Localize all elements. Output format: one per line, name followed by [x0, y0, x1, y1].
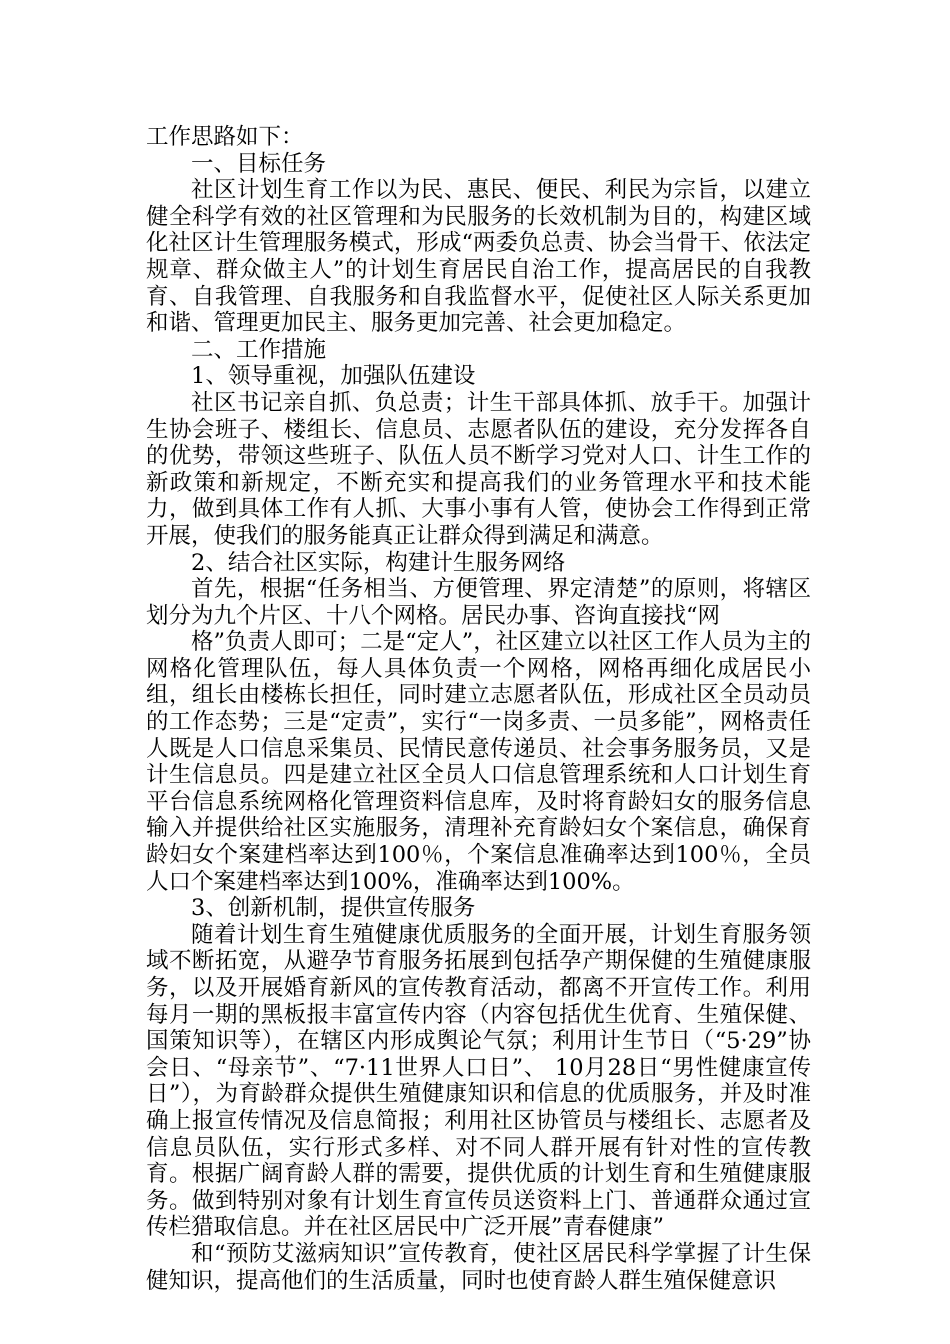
section-heading-measures: 二、工作措施: [191, 336, 327, 363]
network-paragraph-continued: 格”负责人即可；二是“定人”，社区建立以社区工作人员为主的网格化管理队伍，每人具体负责一个网格，网格再细化成居民小组，组长由楼栋长担任，同时建立志愿者队伍，形成社区全员动员的工作态势；三是“定责”，实行“一岗多责、一员多能”，网格责任人既是人口信息采集员、民情民意传递员、社会事务服务员，又是计生信息员。四是建立社区全员人口信息管理系统和人口计划生育平台信息系统网格化管理资料信息库，及时将育龄妇女的服务信息输入并提供给社区实施服务，清理补充育龄妇女个案信息，确保育龄妇女个案建档率达到100％，个案信息准确率达到100％，全员人口个案建档率达到100%，准确率达到100%。: [146, 629, 811, 895]
leadership-paragraph: 社区书记亲自抓、负总责；计生干部具体抓、放手干。加强计生协会班子、楼组长、信息员、志愿者队伍的建设，充分发挥各自的优势，带领这些班子、队伍人员不断学习党对人口、计生工作的新政策和新规定，不断充实和提高我们的业务管理水平和技术能力，做到具体工作有人抓、大事小事有人管，使协会工作得到正常开展，使我们的服务能真正让群众得到满足和满意。: [146, 389, 811, 549]
section-heading-goals: 一、目标任务: [191, 150, 327, 177]
measure-heading-leadership: 1、领导重视，加强队伍建设: [191, 363, 476, 390]
document-body: [146, 124, 811, 1294]
network-paragraph-start: 首先，根据“任务相当、方便管理、界定清楚”的原则，将辖区划分为九个片区、十八个网格。居民办事、咨询直接找“网: [146, 576, 811, 629]
publicity-paragraph-continued: 和“预防艾滋病知识”宣传教育，使社区居民科学掌握了计生保健知识，提高他们的生活质量，同时也使育龄人群生殖保健意识: [146, 1240, 811, 1294]
measure-heading-publicity: 3、创新机制，提供宣传服务: [191, 895, 476, 922]
publicity-paragraph: 随着计划生育生殖健康优质服务的全面开展，计划生育服务领域不断拓宽，从避孕节育服务拓展到包括孕产期保健的生殖健康服务，以及开展婚育新风的宣传教育活动，都离不开宣传工作。利用每月一期的黑板报丰富宣传内容（内容包括优生优育、生殖保健、国策知识等），在辖区内形成舆论气氛；利用计生节日（“5·29”协会日、“母亲节”、“7·11世界人口日”、 10月28日“男性健康宣传日”），为育龄群众提供生殖健康知识和信息的优质服务，并及时准确上报宣传情况及信息简报；利用社区协管员与楼组长、志愿者及信息员队伍，实行形式多样、对不同人群开展有针对性的宣传教育。根据广阔育龄人群的需要，提供优质的计划生育和生殖健康服务。做到特别对象有计划生育宣传员送资料上门、普通群众通过宣传栏猎取信息。并在社区居民中广泛开展”青春健康”: [146, 921, 811, 1241]
goals-paragraph: 社区计划生育工作以为民、惠民、便民、利民为宗旨，以建立健全科学有效的社区管理和为民服务的长效机制为目的，构建区域化社区计生管理服务模式，形成“两委负总责、协会当骨干、依法定规章、群众做主人”的计划生育居民自治工作，提高居民的自我教育、自我管理、自我服务和自我监督水平，促使社区人际关系更加和谐、管理更加民主、服务更加完善、社会更加稳定。: [146, 177, 811, 337]
measure-heading-network: 2、结合社区实际，构建计生服务网络: [191, 549, 566, 576]
intro-line: 工作思路如下：: [146, 124, 304, 150]
